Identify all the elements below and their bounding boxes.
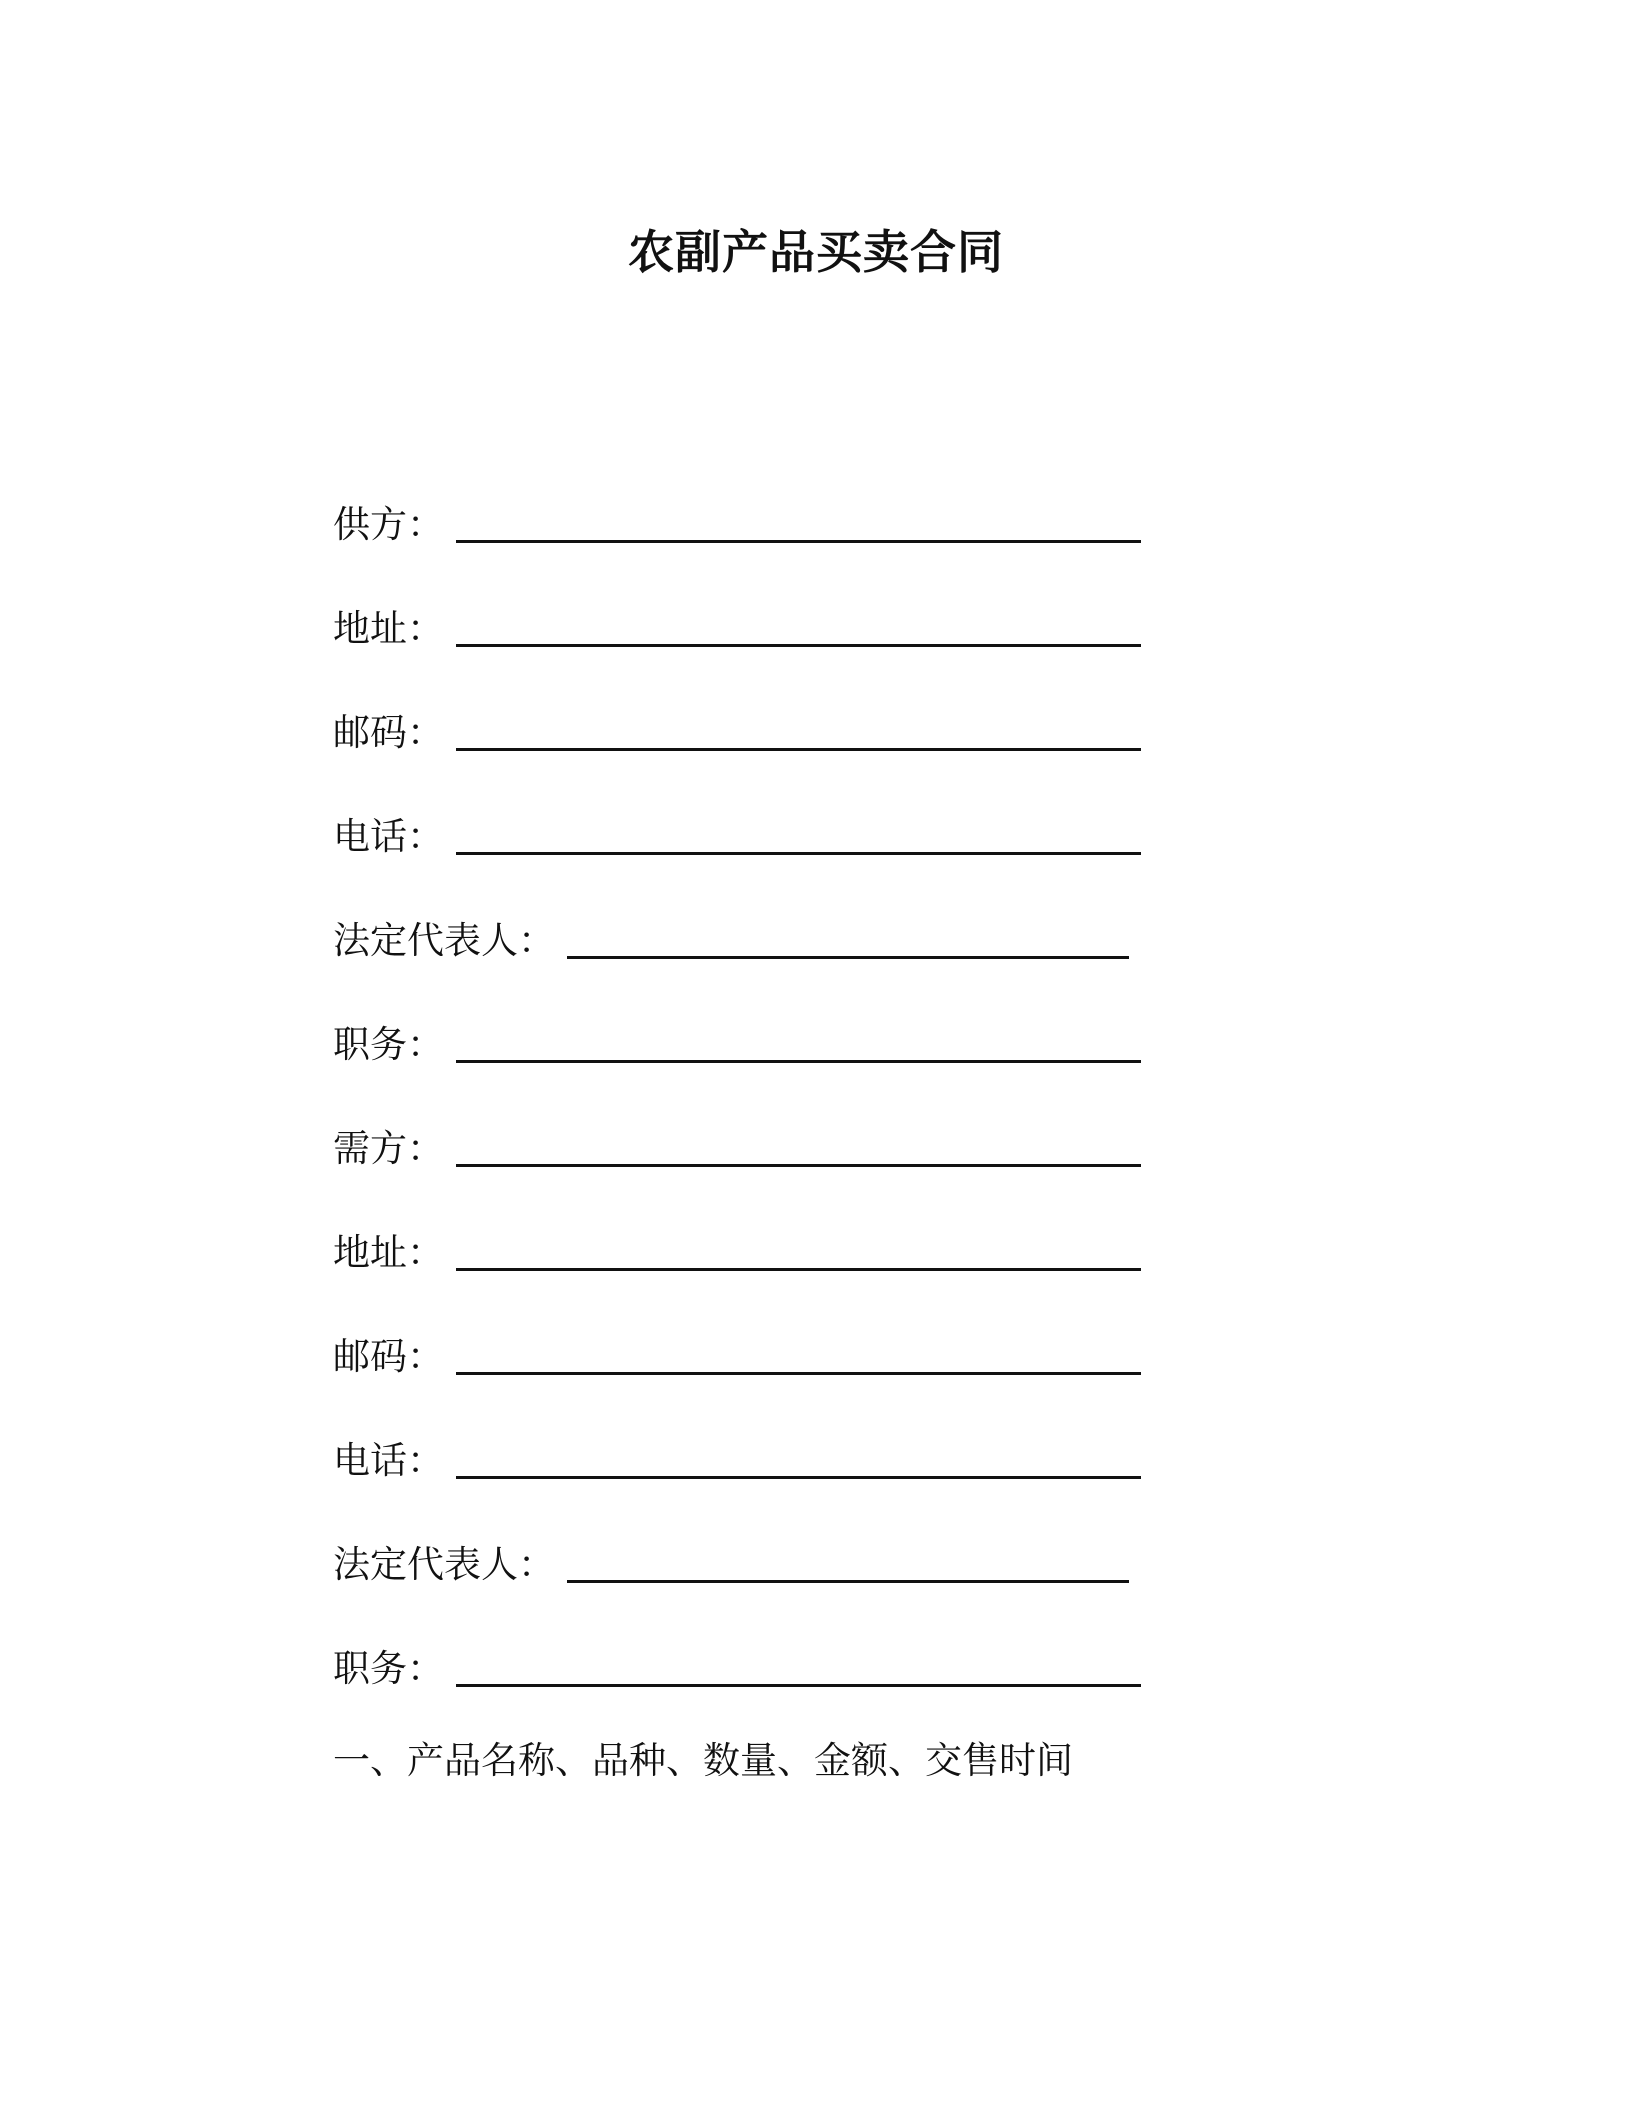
supplier-phone-row [333, 812, 1233, 916]
buyer-phone-row [333, 1436, 1233, 1540]
buyer-legal-rep-row [333, 1540, 1233, 1644]
supplier-legal-rep-row [333, 916, 1233, 1020]
supplier-phone-blank[interactable] [456, 812, 1141, 855]
supplier-position-blank[interactable] [456, 1020, 1141, 1063]
buyer-name-blank[interactable] [456, 1124, 1141, 1167]
field-label: 职务： [333, 1647, 444, 1690]
field-label: 职务： [333, 1023, 444, 1066]
field-label: 法定代表人： [333, 1543, 555, 1586]
supplier-name-blank[interactable] [456, 500, 1141, 543]
field-label: 邮码： [333, 1335, 444, 1378]
buyer-legal-rep-blank[interactable] [567, 1540, 1129, 1583]
field-label: 电话： [333, 815, 444, 858]
buyer-address-blank[interactable] [456, 1228, 1141, 1271]
section-heading: 一、产品名称、品种、数量、金额、交售时间 [333, 1739, 1073, 1782]
field-label: 法定代表人： [333, 919, 555, 962]
field-label: 地址： [333, 607, 444, 650]
field-label: 邮码： [333, 711, 444, 754]
field-label: 电话： [333, 1439, 444, 1482]
field-label: 供方： [333, 503, 444, 546]
field-label: 需方： [333, 1127, 444, 1170]
buyer-address-row [333, 1228, 1233, 1332]
party-info-fields [333, 500, 1233, 1748]
supplier-name-row [333, 500, 1233, 604]
buyer-name-row [333, 1124, 1233, 1228]
supplier-address-blank[interactable] [456, 604, 1141, 647]
supplier-postcode-blank[interactable] [456, 708, 1141, 751]
buyer-phone-blank[interactable] [456, 1436, 1141, 1479]
supplier-address-row [333, 604, 1233, 708]
field-label: 地址： [333, 1231, 444, 1274]
supplier-position-row [333, 1020, 1233, 1124]
supplier-postcode-row [333, 708, 1233, 812]
document-title: 农副产品买卖合同 [628, 225, 1004, 279]
buyer-position-row [333, 1644, 1233, 1748]
buyer-postcode-row [333, 1332, 1233, 1436]
buyer-postcode-blank[interactable] [456, 1332, 1141, 1375]
supplier-legal-rep-blank[interactable] [567, 916, 1129, 959]
buyer-position-blank[interactable] [456, 1644, 1141, 1687]
